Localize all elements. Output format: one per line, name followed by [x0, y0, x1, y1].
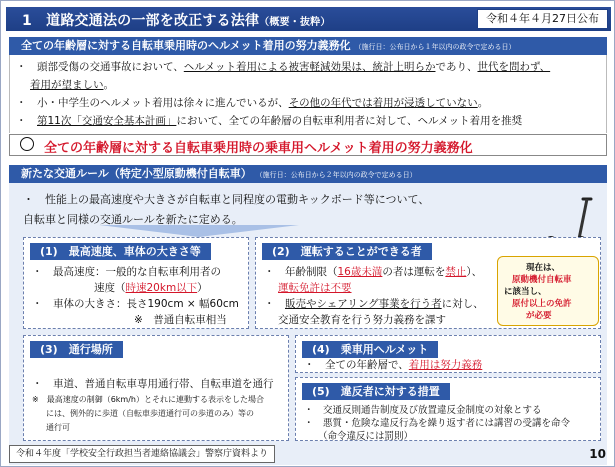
section1-bullet-2: ・ 小・中学生のヘルメット着用は徐々に進んでいるが、その他の年代では着用が浸透していない。 — [16, 97, 489, 109]
box-violator-measures — [295, 377, 601, 441]
callout-line4: 原付以上の免許 — [512, 299, 572, 309]
callout-line1: 現在は、 — [526, 263, 561, 273]
section2-heading: 新たな交通ルール（特定小型原動機付自転車） （施行日：公布日から２年以内の政令で定める日） — [9, 165, 607, 183]
page-number: 10 — [589, 447, 606, 461]
box1-line3: ・ 車体の大きさ：長さ190cm × 幅60cm — [32, 298, 239, 310]
box2-line2: 運転免許は不要 — [278, 282, 352, 294]
box2-line3: ・ 販売やシェアリング事業を行う者に対し、 — [264, 298, 484, 310]
section1-heading: 全ての年齢層に対する自転車乗用時のヘルメット着用の努力義務化 （施行日：公布日から１年以内の政令で定める日） — [9, 37, 607, 55]
section1-bullet-1: ・ 頭部受傷の交通事故において、ヘルメット着用による被害軽減効果は、統計上明らかであり、世代を問わず、 — [16, 61, 551, 73]
section1-bullet-3: ・ 第11次「交通安全基本計画」において、全ての年齢層の自転車利用者に対して、ヘルメット着用を推奨 — [16, 115, 523, 127]
box5-line1: ・ 交通反則通告制度及び放置違反金制度の対象とする — [304, 405, 542, 416]
box2-line4: 交通安全教育を行う努力義務を課す — [278, 314, 446, 326]
callout-line3: に該当し、 — [504, 287, 547, 297]
box1-line4: ※ 普通自転車相当 — [134, 314, 227, 326]
title-suffix: （概要・抜粋） — [259, 17, 331, 28]
callout-line5: が必要 — [526, 311, 552, 321]
section2-intro-line1: ・ 性能上の最高速度や大きさが自転車と同程度の電動キックボード等について、 — [23, 193, 430, 206]
box1-line1: ・ 最高速度：一般的な自転車利用者の — [32, 266, 221, 278]
box5-line2: ・ 悪質・危険な違反行為を繰り返す者には講習の受講を命令 — [304, 418, 571, 429]
box4-line1: ・ 全ての年齢層で、着用は努力義務 — [304, 359, 483, 371]
box3-line1: ・ 車道、普通自転車専用通行帯、自転車道を通行 — [32, 378, 274, 390]
section2-body — [9, 183, 607, 465]
section1-heading-note: （施行日：公布日から１年以内の政令で定める日） — [354, 43, 516, 51]
source-note: 令和４年度「学校安全行政担当者連絡協議会」警察庁資料より — [9, 445, 275, 463]
callout-note — [497, 256, 599, 326]
box5-line3: （命令違反には罰則） — [318, 431, 414, 442]
box3-line4: 通行可 — [46, 423, 70, 432]
box1-title: (1) 最高速度、車体の大きさ等 — [30, 243, 211, 260]
date-badge: 令和４年４月27日公布 — [477, 9, 608, 29]
conclusion-text: 全ての年齢層に対する自転車乗用時の乗車用ヘルメット着用の努力義務化 — [44, 141, 473, 156]
title-bar — [6, 7, 611, 31]
box-helmet — [295, 335, 601, 373]
box5-title: (5) 違反者に対する措置 — [302, 383, 450, 400]
box3-line3: には、例外的に歩道（自転車歩道通行可の歩道のみ）等の — [46, 409, 254, 418]
circle-icon — [20, 137, 34, 151]
section2-intro-line2: 自転車と同様の交通ルールを新たに定める。 — [23, 213, 243, 226]
box3-title: (3) 通行場所 — [30, 341, 123, 358]
down-arrow-icon — [99, 225, 299, 237]
section2-heading-note: （施行日：公布日から２年以内の政令で定める日） — [255, 171, 417, 179]
page-title: 1 道路交通法の一部を改正する法律（概要・抜粋） — [22, 13, 331, 29]
box4-title: (4) 乗車用ヘルメット — [302, 341, 438, 358]
section1-bullet-1-cont: 着用が望ましい。 — [30, 79, 114, 91]
box1-line2: 速度（時速20km以下） — [94, 282, 208, 294]
box-max-speed — [23, 237, 249, 329]
box2-title: (2) 運転することができる者 — [262, 243, 432, 260]
box2-line1: ・ 年齢制限（16歳未満の者は運転を禁止）、 — [264, 266, 483, 278]
box-travel-location — [23, 335, 289, 441]
callout-line2: 原動機付自転車 — [512, 275, 572, 285]
section1-body — [9, 55, 607, 133]
section1-conclusion — [9, 134, 607, 156]
box3-line2: ※ 最高速度の制御（6km/h）とそれに連動する表示をした場合 — [32, 395, 264, 404]
